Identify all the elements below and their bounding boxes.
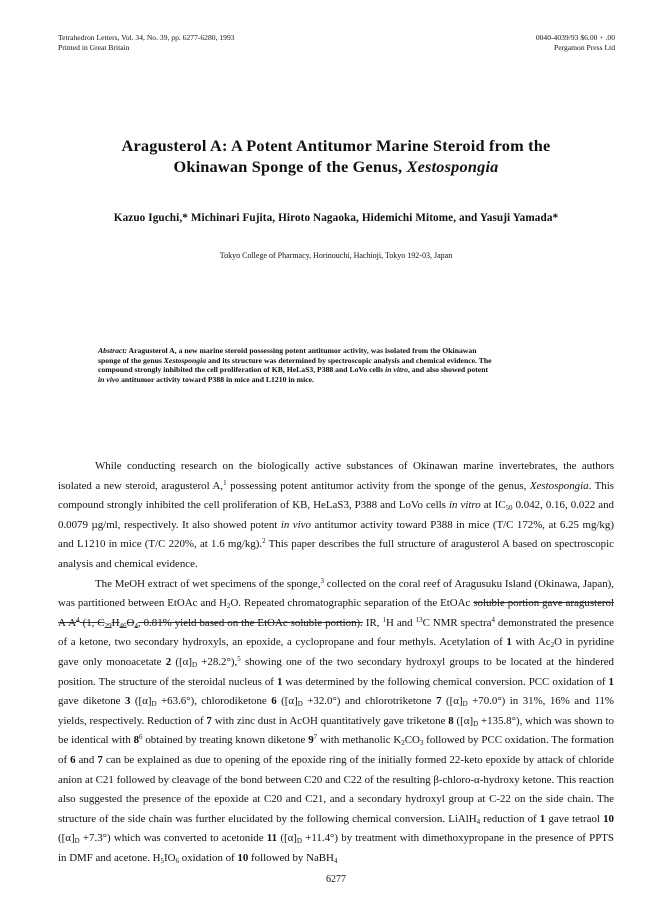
author-list: Kazuo Iguchi,* Michinari Fujita, Hiroto Nagaoka, Hidemichi Mitome, and Yasuji Yamada* [113, 212, 559, 224]
publisher-line: Pergamon Press Ltd [553, 43, 615, 52]
issn-line: 0040-4039/93 $6.00 + .00 [535, 33, 615, 42]
affiliation: Tokyo College of Pharmacy, Horinouchi, Hachioji, Tokyo 192-03, Japan [219, 251, 453, 260]
struck-text: soluble portion gave aragusterol A $A^4$ (1, $C_{29}H_{46}O_4$, 0.81% yield based on the EtOAc soluble portion). [58, 597, 614, 630]
page-number: 6277 [326, 874, 346, 885]
publisher-info [536, 33, 615, 53]
title-genus: Xestospongia [406, 157, 499, 176]
paper-title [40, 135, 632, 177]
abstract-label: Abstract: [98, 346, 128, 355]
paragraph-2: The MeOH extract of wet specimens of the sponge,$^3$ collected on the coral reef of Aragusuku Island (Okinawa, Japan), was partitioned between EtOAc and $H_2O$. Repeated chromatographic separation of the EtOAc soluble portion gave aragusterol A $A^4$ (1, $C_{29}H_{46}O_4$, 0.81% yield based on the EtOAc soluble portion). IR, $^1$H and $^{13}$C NMR spectra$^4$ demonstrated the presence of a ketone, two secondary hydroxyls, an epoxide, a cyclopropane and four methyls. Acetylation of 1 with $Ac_2O$ in pyridine gave only monoacetate 2 $([\alpha]_D +28.2^\circ),^5$ showing one of the two secondary hydroxyl groups to be located at the hindered position. The structure of the steroidal nucleus of 1 was determined by the following chemical conversion. PCC oxidation of 1 gave diketone 3 $([\alpha]_D +63.6^\circ)$, chlorodiketone 6 $([\alpha]_D +32.0^\circ)$ and chlorotriketone 7 $([\alpha]_D +70.0^\circ)$ in 31%, 16% and 11% yields, respectively. Reduction of 7 with zinc dust in AcOH quantitatively gave triketone 8 $([\alpha]_D +135.8^\circ)$, which was shown to be identical with $8^6$ obtained by treating known diketone $9^7$ with methanolic $K_2CO_3$ followed by PCC oxidation. The formation of 6 and 7 can be explained as due to opening of the epoxide ring of the initially formed 22-keto epoxide by attack of chloride anion at C21 followed by cleavage of the bond between C20 and C22 of the resulting β-chloro-α-hydroxy ketone. This reaction also suggested the presence of the epoxide at C20 and C21, and a secondary hydroxyl group at C-22 on the side chain. The structure of the side chain was further elucidated by the following chemical conversion. LiAlH$_4$ reduction of 1 gave tetraol 10 $([\alpha]_D +7.3^\circ)$ which was converted to acetonide 11 $([\alpha]_D +11.4^\circ)$ by treatment with dimethoxypropane in the presence of PPTS in DMF and acetone. $H_5IO_6$ oxidation of 10 followed by NaBH$_4$ [58, 576, 614, 865]
paragraph-1: While conducting research on the biologically active substances of Okinawan marine invertebrates, the authors isolated a new steroid, aragusterol A,$^1$ possessing potent antitumor activity from the sponge of the genus, Xestospongia. This compound strongly inhibited the cell proliferation of KB, HeLaS3, P388 and LoVo cells in vitro at $IC_{50}$ 0.042, 0.16, 0.022 and 0.0079 µg/ml, respectively. It also showed potent in vivo antitumor activity toward P388 in mice (T/C 172%, at 6.25 mg/kg) and L1210 in mice (T/C 220%, at 1.6 mg/kg).$^2$ This paper describes the full structure of aragusterol A based on spectroscopic analysis and chemical evidence. [58, 460, 614, 570]
body-text [58, 457, 614, 868]
journal-citation [58, 33, 235, 53]
printed-line: Printed in Great Britain [58, 43, 130, 52]
journal-line: Tetrahedron Letters, Vol. 34, No. 39, pp. 6277-6280, 1993 [58, 33, 235, 42]
abstract: Abstract: Aragusterol A, a new marine steroid possessing potent antitumor activity, was isolated from the Okinawan sponge of the genus Xestospongia and its structure was determined by spectroscopic analysis and chemical evidence. The compound strongly inhibited the cell proliferation of KB, HeLaS3, P388 and LoVo cells in vitro, and also showed potent in vivo antitumor activity toward P388 in mice and L1210 in mice. [98, 346, 492, 384]
title-line-2: Okinawan Sponge of the Genus, Xestospongia [173, 157, 499, 176]
title-line-1: Aragusterol A: A Potent Antitumor Marine Steroid from the [121, 136, 551, 155]
